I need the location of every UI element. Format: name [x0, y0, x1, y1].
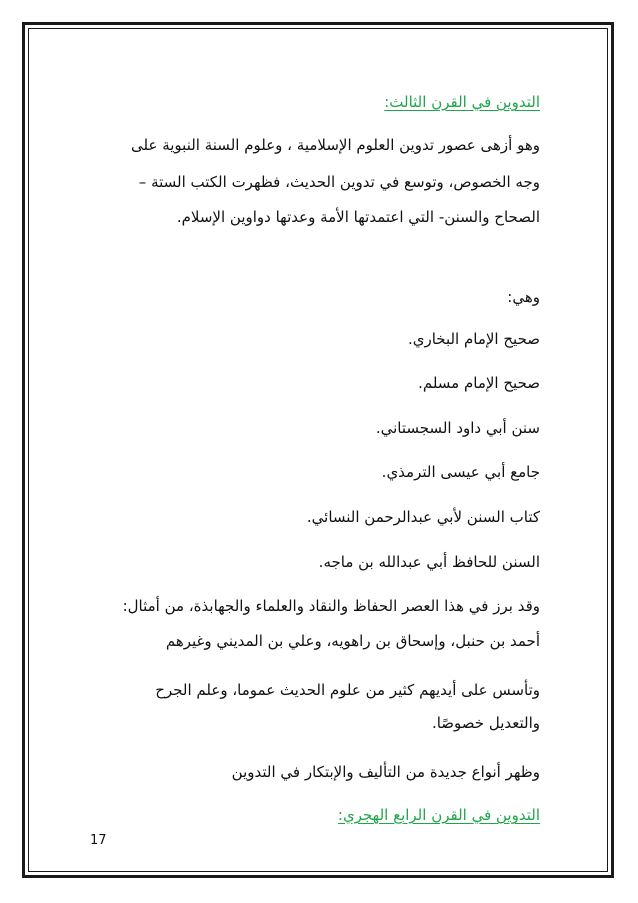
paragraph-line: وجه الخصوص، وتوسع في تدوين الحديث، فظهرت الكتب الستة –	[138, 173, 540, 191]
list-intro: وهي:	[507, 288, 540, 306]
list-item-book: صحيح الإمام البخاري.	[407, 330, 540, 348]
paragraph-line: وقد برز في هذا العصر الحفاظ والنقاد والعلماء والجهابذة، من أمثال:	[122, 597, 540, 615]
list-item-book: كتاب السنن لأبي عبدالرحمن النسائي.	[306, 508, 540, 526]
list-item-book: سنن أبي داود السجستاني.	[375, 419, 540, 437]
paragraph-line: أحمد بن حنبل، وإسحاق بن راهويه، وعلي بن المديني وغيرهم	[165, 632, 540, 650]
list-item-book: صحيح الإمام مسلم.	[418, 374, 540, 392]
paragraph-line: وتأسس على أيديهم كثير من علوم الحديث عموما، وعلم الجرح	[155, 681, 540, 699]
paragraph-line: والتعديل خصوصًا.	[431, 714, 540, 732]
heading-fourth-century: التدوين في القرن الرابع الهجري:	[337, 806, 540, 824]
paragraph-line: الصحاح والسنن- التي اعتمدتها الأمة وعدتها دواوين الإسلام.	[176, 208, 540, 226]
list-item-book: جامع أبي عيسى الترمذي.	[381, 463, 540, 481]
heading-third-century: التدوين في القرن الثالث:	[384, 93, 540, 111]
paragraph-line: وهو أزهى عصور تدوين العلوم الإسلامية ، وعلوم السنة النبوية على	[131, 136, 540, 154]
list-item-book: السنن للحافظ أبي عبدالله بن ماجه.	[318, 553, 540, 571]
page-number: 17	[90, 833, 107, 848]
paragraph-line: وظهر أنواع جديدة من التأليف والإبتكار في التدوين	[231, 763, 540, 781]
